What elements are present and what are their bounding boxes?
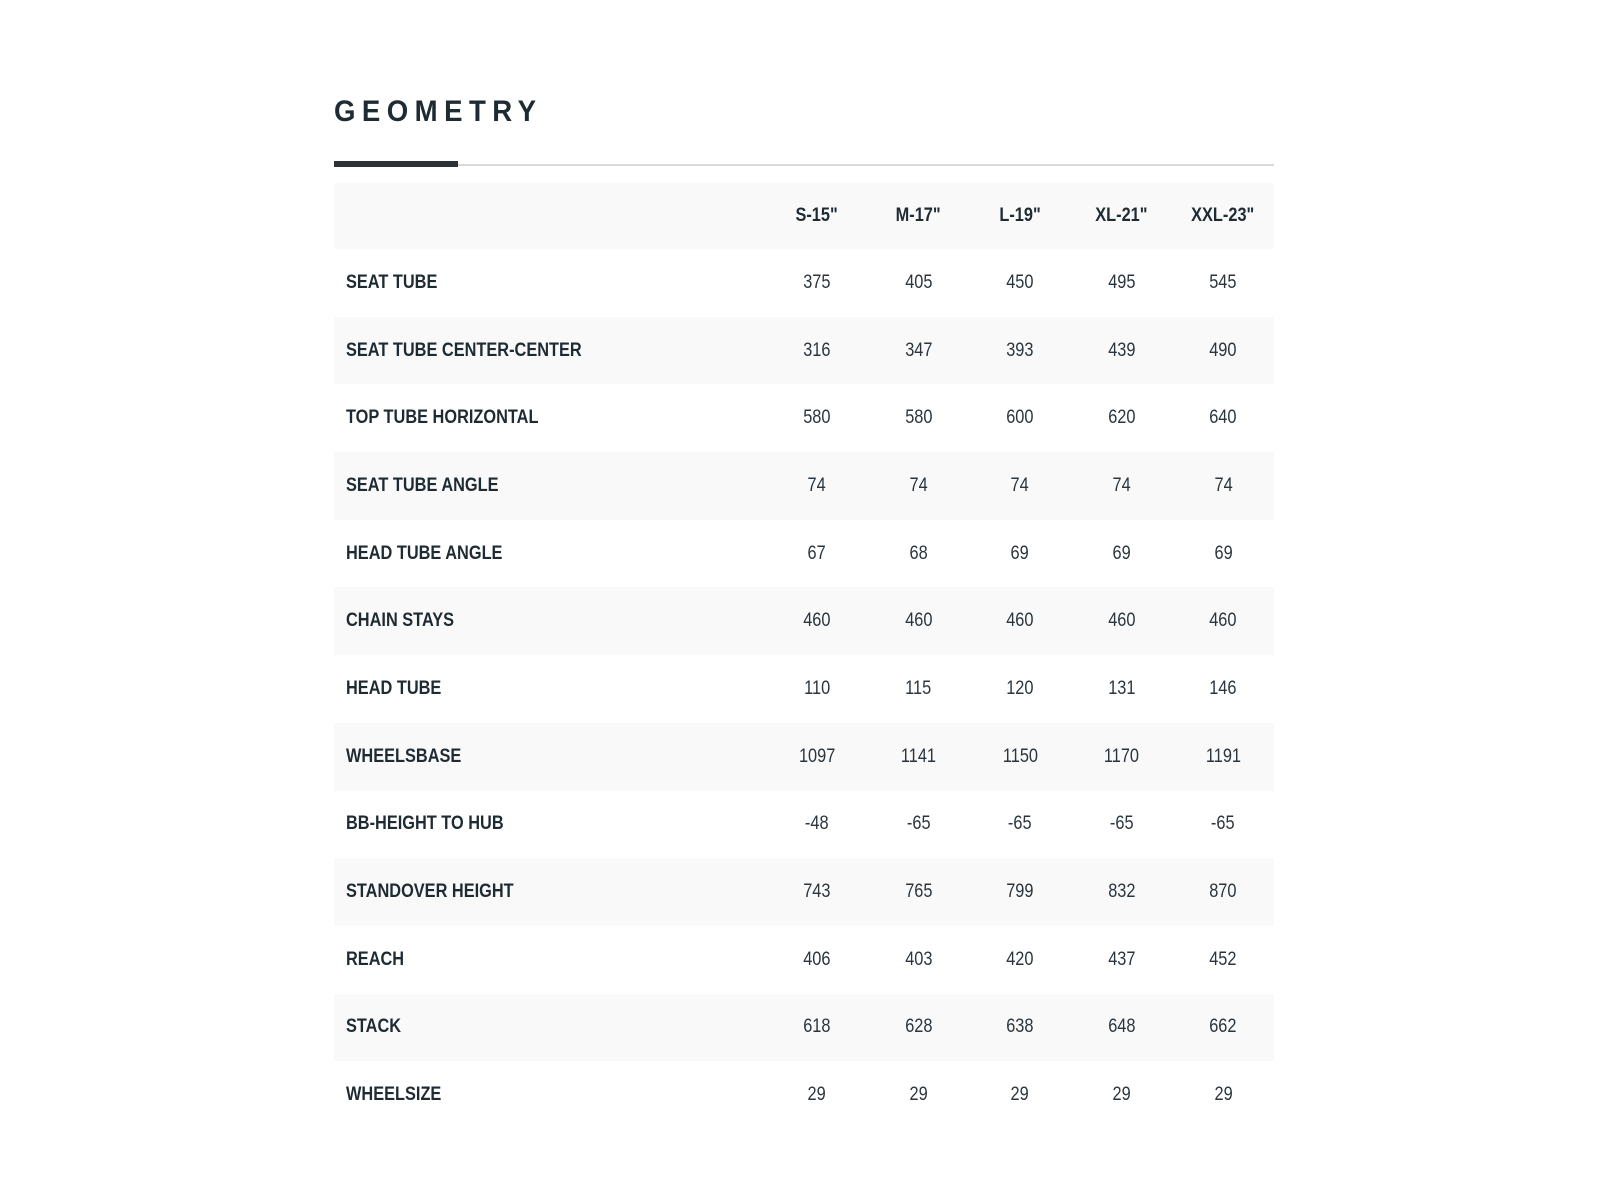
column-header xyxy=(1172,183,1274,249)
cell-value: 580 xyxy=(904,407,933,429)
value-cell xyxy=(1071,587,1173,655)
cell-value: 1141 xyxy=(900,745,936,767)
row-label: REACH xyxy=(346,948,405,970)
value-cell xyxy=(766,723,868,791)
cell-value: 648 xyxy=(1107,1016,1136,1038)
value-cell xyxy=(868,994,970,1062)
cell-value: 69 xyxy=(1214,542,1233,564)
cell-value: 69 xyxy=(1010,542,1030,564)
value-cell xyxy=(1071,858,1173,926)
value-cell xyxy=(1172,384,1274,452)
value-cell xyxy=(1172,655,1274,723)
cell-value: 640 xyxy=(1209,407,1237,429)
cell-value: 490 xyxy=(1209,339,1237,361)
value-cell xyxy=(868,1061,970,1129)
column-header xyxy=(1071,183,1173,249)
row-label-cell xyxy=(334,384,766,452)
column-header xyxy=(868,183,970,249)
value-cell xyxy=(868,249,970,317)
row-label-cell xyxy=(334,452,766,520)
cell-value: 580 xyxy=(803,407,831,429)
cell-value: 638 xyxy=(1006,1016,1034,1038)
section-title: GEOMETRY xyxy=(334,95,543,128)
cell-value: 406 xyxy=(803,948,831,970)
value-cell xyxy=(1071,994,1173,1062)
value-cell xyxy=(766,452,868,520)
value-cell xyxy=(868,317,970,385)
cell-value: 662 xyxy=(1209,1016,1237,1038)
value-cell xyxy=(969,520,1071,588)
value-cell xyxy=(766,384,868,452)
value-cell xyxy=(868,520,970,588)
row-label-cell xyxy=(334,858,766,926)
row-label-cell xyxy=(334,655,766,723)
cell-value: -65 xyxy=(1109,813,1134,835)
value-cell xyxy=(1172,249,1274,317)
row-label-cell xyxy=(334,791,766,859)
cell-value: 1150 xyxy=(1002,745,1038,767)
value-cell xyxy=(1071,520,1173,588)
cell-value: -65 xyxy=(1211,813,1235,835)
row-label: SEAT TUBE CENTER-CENTER xyxy=(346,339,582,361)
cell-value: 600 xyxy=(1006,407,1034,429)
cell-value: 69 xyxy=(1112,542,1131,564)
cell-value: 146 xyxy=(1209,677,1237,699)
value-cell xyxy=(969,723,1071,791)
value-cell xyxy=(1172,723,1274,791)
row-label: HEAD TUBE xyxy=(346,677,442,699)
cell-value: -48 xyxy=(804,813,829,835)
header-corner-cell xyxy=(334,183,766,249)
row-label-cell xyxy=(334,587,766,655)
value-cell xyxy=(766,587,868,655)
value-cell xyxy=(868,655,970,723)
cell-value: 316 xyxy=(803,339,831,361)
table-row xyxy=(334,858,1274,926)
cell-value: 460 xyxy=(1107,610,1136,632)
cell-value: 120 xyxy=(1006,677,1034,699)
value-cell xyxy=(868,587,970,655)
title-divider-line xyxy=(334,164,1274,166)
value-cell xyxy=(1071,1061,1173,1129)
cell-value: 68 xyxy=(909,542,928,564)
value-cell xyxy=(969,317,1071,385)
title-accent-bar xyxy=(334,161,458,167)
value-cell xyxy=(766,791,868,859)
row-label: SEAT TUBE ANGLE xyxy=(346,474,499,496)
value-cell xyxy=(766,249,868,317)
cell-value: 450 xyxy=(1006,271,1034,293)
table-header-row xyxy=(334,183,1274,249)
row-label: STACK xyxy=(346,1016,402,1038)
value-cell xyxy=(766,994,868,1062)
row-label-cell xyxy=(334,249,766,317)
value-cell xyxy=(969,384,1071,452)
cell-value: 74 xyxy=(909,474,928,496)
cell-value: 452 xyxy=(1209,948,1237,970)
cell-value: -65 xyxy=(1008,813,1032,835)
value-cell xyxy=(969,655,1071,723)
value-cell xyxy=(868,384,970,452)
column-header-label: S-15" xyxy=(795,205,838,226)
table-row xyxy=(334,1061,1274,1129)
cell-value: 832 xyxy=(1107,881,1136,903)
cell-value: -65 xyxy=(906,813,931,835)
table-row xyxy=(334,587,1274,655)
value-cell xyxy=(1172,1061,1274,1129)
cell-value: 1170 xyxy=(1104,745,1140,767)
value-cell xyxy=(1172,452,1274,520)
cell-value: 460 xyxy=(1006,610,1034,632)
value-cell xyxy=(766,858,868,926)
table-row xyxy=(334,655,1274,723)
table-row xyxy=(334,791,1274,859)
column-header-label: XL-21" xyxy=(1095,205,1148,226)
cell-value: 29 xyxy=(1010,1084,1030,1106)
value-cell xyxy=(1071,384,1173,452)
cell-value: 29 xyxy=(1112,1084,1131,1106)
value-cell xyxy=(1172,587,1274,655)
cell-value: 29 xyxy=(807,1084,826,1106)
table-row xyxy=(334,317,1274,385)
cell-value: 460 xyxy=(1209,610,1237,632)
value-cell xyxy=(868,858,970,926)
value-cell xyxy=(1172,520,1274,588)
cell-value: 460 xyxy=(904,610,933,632)
cell-value: 545 xyxy=(1209,271,1237,293)
value-cell xyxy=(766,317,868,385)
value-cell xyxy=(1071,452,1173,520)
value-cell xyxy=(1172,858,1274,926)
cell-value: 618 xyxy=(803,1016,831,1038)
cell-value: 405 xyxy=(904,271,933,293)
cell-value: 437 xyxy=(1107,948,1136,970)
column-header xyxy=(969,183,1071,249)
cell-value: 799 xyxy=(1006,881,1034,903)
value-cell xyxy=(766,520,868,588)
table-body xyxy=(334,249,1274,1129)
value-cell xyxy=(969,452,1071,520)
title-underline xyxy=(334,160,1274,167)
value-cell xyxy=(1172,791,1274,859)
value-cell xyxy=(969,1061,1071,1129)
value-cell xyxy=(1172,317,1274,385)
value-cell xyxy=(969,994,1071,1062)
value-cell xyxy=(969,249,1071,317)
cell-value: 420 xyxy=(1006,948,1034,970)
column-header-label: M-17" xyxy=(895,205,941,226)
cell-value: 29 xyxy=(909,1084,928,1106)
geometry-section xyxy=(334,90,1274,1129)
cell-value: 393 xyxy=(1006,339,1034,361)
column-header xyxy=(766,183,868,249)
row-label: BB-HEIGHT TO HUB xyxy=(346,813,504,835)
cell-value: 110 xyxy=(803,677,830,699)
value-cell xyxy=(868,452,970,520)
table-row xyxy=(334,723,1274,791)
cell-value: 620 xyxy=(1107,407,1136,429)
cell-value: 743 xyxy=(803,881,831,903)
column-header-label: L-19" xyxy=(999,205,1041,226)
value-cell xyxy=(868,791,970,859)
value-cell xyxy=(1172,994,1274,1062)
cell-value: 403 xyxy=(904,948,933,970)
cell-value: 74 xyxy=(1214,474,1233,496)
table-row xyxy=(334,994,1274,1062)
table-row xyxy=(334,384,1274,452)
cell-value: 495 xyxy=(1107,271,1136,293)
row-label: STANDOVER HEIGHT xyxy=(346,881,514,903)
row-label-cell xyxy=(334,1061,766,1129)
value-cell xyxy=(766,655,868,723)
value-cell xyxy=(1071,655,1173,723)
cell-value: 1097 xyxy=(798,745,835,767)
row-label: CHAIN STAYS xyxy=(346,610,455,632)
cell-value: 375 xyxy=(803,271,831,293)
row-label-cell xyxy=(334,520,766,588)
value-cell xyxy=(1071,926,1173,994)
row-label-cell xyxy=(334,926,766,994)
value-cell xyxy=(766,926,868,994)
value-cell xyxy=(1071,791,1173,859)
table-row xyxy=(334,926,1274,994)
cell-value: 131 xyxy=(1107,677,1136,699)
row-label-cell xyxy=(334,317,766,385)
cell-value: 67 xyxy=(807,542,826,564)
cell-value: 765 xyxy=(904,881,933,903)
cell-value: 74 xyxy=(1010,474,1030,496)
value-cell xyxy=(1071,723,1173,791)
cell-value: 628 xyxy=(904,1016,933,1038)
row-label: TOP TUBE HORIZONTAL xyxy=(346,407,539,429)
row-label: HEAD TUBE ANGLE xyxy=(346,542,503,564)
value-cell xyxy=(969,791,1071,859)
value-cell xyxy=(868,723,970,791)
cell-value: 115 xyxy=(905,677,932,699)
row-label: WHEELSBASE xyxy=(346,745,462,767)
value-cell xyxy=(1071,249,1173,317)
table-row xyxy=(334,249,1274,317)
row-label: WHEELSIZE xyxy=(346,1084,442,1106)
cell-value: 1191 xyxy=(1205,745,1241,767)
value-cell xyxy=(868,926,970,994)
cell-value: 439 xyxy=(1107,339,1136,361)
table-row xyxy=(334,452,1274,520)
cell-value: 74 xyxy=(1112,474,1131,496)
value-cell xyxy=(969,587,1071,655)
cell-value: 460 xyxy=(803,610,831,632)
value-cell xyxy=(969,858,1071,926)
cell-value: 74 xyxy=(807,474,826,496)
cell-value: 870 xyxy=(1209,881,1237,903)
geometry-table xyxy=(334,183,1274,1129)
cell-value: 29 xyxy=(1214,1084,1233,1106)
row-label-cell xyxy=(334,994,766,1062)
row-label: SEAT TUBE xyxy=(346,271,438,293)
cell-value: 347 xyxy=(904,339,933,361)
value-cell xyxy=(766,1061,868,1129)
column-header-label: XXL-23" xyxy=(1191,205,1255,226)
value-cell xyxy=(1172,926,1274,994)
value-cell xyxy=(1071,317,1173,385)
row-label-cell xyxy=(334,723,766,791)
value-cell xyxy=(969,926,1071,994)
table-row xyxy=(334,520,1274,588)
